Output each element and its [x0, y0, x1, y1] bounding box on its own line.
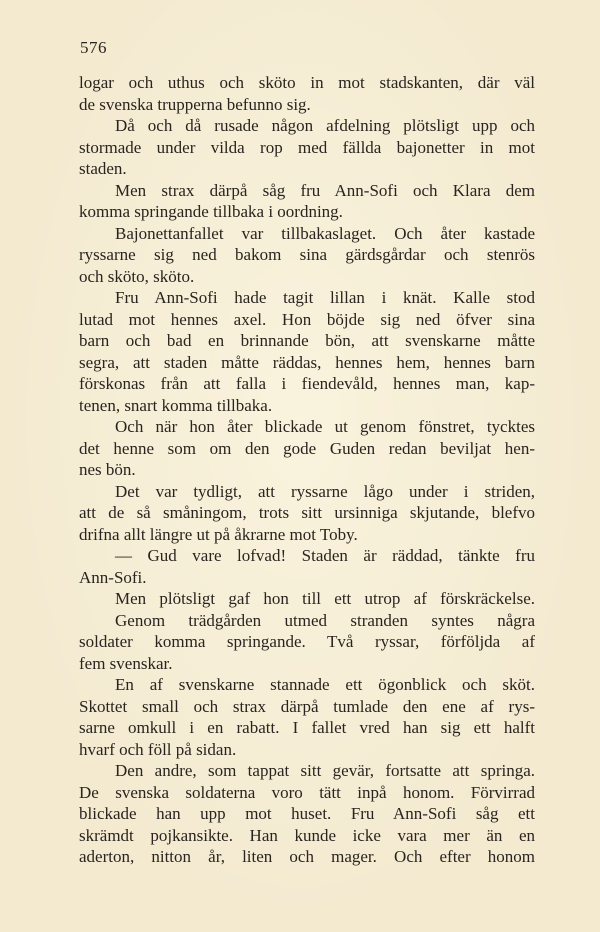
text-line: aderton, nitton år, liten och mager. Och efter honom [79, 847, 535, 866]
text-line: soldater komma springande. Två ryssar, förföljda af [79, 632, 535, 651]
text-line: En af svenskarne stannade ett ögonblick och sköt. [115, 675, 535, 694]
text-line: Men strax därpå såg fru Ann-Sofi och Klara dem [115, 180, 535, 200]
text-line: ryssarne sig ned bakom sina gärdsgårdar och stenrös [79, 245, 535, 264]
text-line: Den andre, som tappat sitt gevär, fortsatte att springa. [115, 761, 535, 780]
text-line: Det var tydligt, att ryssarne lågo under i striden, [115, 481, 535, 501]
text-line: komma springande tillbaka i oordning. [79, 202, 343, 221]
text-line: och sköto, sköto. [79, 266, 195, 286]
text-line: Bajonettanfallet var tillbakaslaget. Och åter kastade [115, 223, 535, 243]
text-line: Ann-Sofi. [79, 567, 147, 587]
page-number: 576 [80, 38, 107, 57]
text-line: fem svenskar. [79, 653, 173, 673]
text-line: sarne omkull i en rabatt. I fallet vred han sig ett halft [79, 718, 535, 737]
text-line: Genom trädgården utmed stranden syntes några [115, 610, 535, 630]
text-line: Och när hon åter blickade ut genom fönstret, tycktes [115, 417, 535, 436]
text-line: hvarf och föll på sidan. [79, 739, 237, 759]
text-line: de svenska trupperna befunno sig. [79, 94, 311, 114]
text-line: Då och då rusade någon afdelning plötsligt upp och [115, 116, 535, 135]
text-line: lutad mot hennes axel. Hon böjde sig ned öfver sina [79, 309, 535, 329]
text-line: förskonas från att falla i fiendevåld, hennes man, kap- [79, 374, 535, 393]
text-line: Fru Ann-Sofi hade tagit lillan i knät. Kalle stod [115, 288, 535, 307]
text-line: segra, att staden måtte räddas, hennes hem, hennes barn [79, 352, 535, 372]
text-line: Skottet small och strax därpå tumlade den ene af rys- [79, 696, 535, 716]
text-line: skrämdt pojkansikte. Han kunde icke vara mer än en [79, 825, 535, 845]
text-line: det henne som om den gode Guden redan beviljat hen- [79, 438, 535, 458]
text-line: stormade under vilda rop med fällda bajonetter in mot [79, 137, 535, 157]
text-line: barn och bad en brinnande bön, att svenskarne måtte [79, 331, 535, 350]
body-text [79, 72, 535, 868]
text-line: — Gud vare lofvad! Staden är räddad, tänkte fru [115, 546, 535, 565]
text-line: att de så småningom, trots sitt ursinniga skjutande, blefvo [79, 503, 535, 522]
text-line: staden. [79, 159, 127, 178]
text-line: blickade han upp mot huset. Fru Ann-Sofi såg ett [79, 804, 535, 823]
text-line: Men plötsligt gaf hon till ett utrop af förskräckelse. [115, 589, 535, 608]
text-line: tenen, snart komma tillbaka. [79, 395, 273, 415]
text-line: logar och uthus och sköto in mot stadskanten, där väl [79, 73, 535, 92]
text-line: nes bön. [79, 460, 136, 479]
text-line: De svenska soldaterna voro tätt inpå honom. Förvirrad [79, 782, 535, 802]
text-line: drifna allt längre ut på åkrarne mot Toby. [79, 524, 358, 544]
